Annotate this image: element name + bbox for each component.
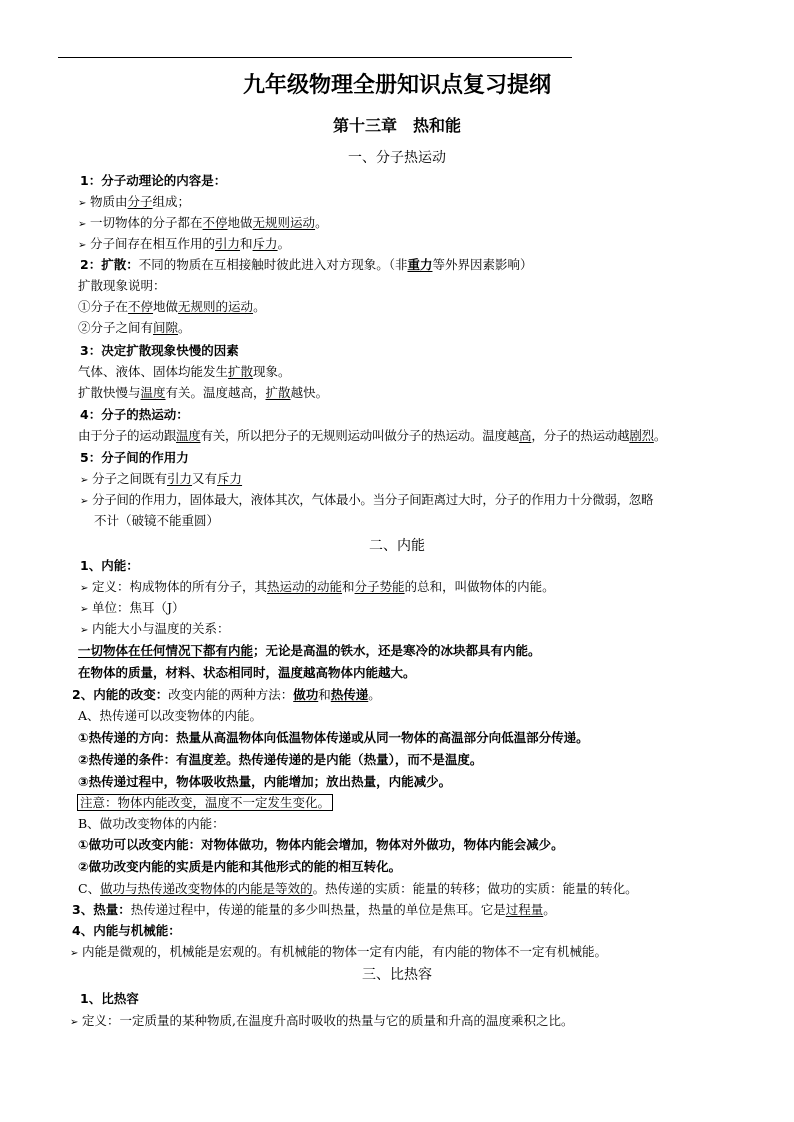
paragraph: 扩散现象说明： xyxy=(78,278,166,293)
text-run: 有关。温度越高， xyxy=(165,385,266,400)
paragraph xyxy=(78,363,291,381)
text-run: 。热传递的实质：能量的转移；做功的实质：能量的转化。 xyxy=(312,881,638,896)
paragraph: B、做功改变物体的内能： xyxy=(78,816,225,831)
paragraph xyxy=(78,880,638,898)
text-run: 和 xyxy=(342,579,355,594)
header-rule xyxy=(58,57,572,58)
list-item xyxy=(78,319,191,337)
bullet-item xyxy=(78,235,290,255)
bullet-arrow-icon: ➢ xyxy=(80,583,89,594)
text-run: 等外界因素影响） xyxy=(432,257,533,272)
underlined-term: 斥力 xyxy=(252,236,278,251)
underlined-term: 高 xyxy=(519,428,532,443)
underlined-term: 做功与热传递改变物体的内能是等效的 xyxy=(100,881,313,896)
text-run: 注意：物体内能改变，温度不一定发生变化。 xyxy=(77,794,333,811)
text-run: 。 xyxy=(253,299,266,314)
paragraph xyxy=(80,256,533,274)
item-heading: 1、比热容 xyxy=(80,991,139,1006)
item-heading: 1、内能： xyxy=(80,558,139,573)
text-run: 定义：构成物体的所有分子，其 xyxy=(92,579,268,594)
text-run: 内能大小与温度的关系： xyxy=(92,621,230,636)
text-run: 地做 xyxy=(227,215,253,230)
item-heading: 1：分子动理论的内容是： xyxy=(80,173,227,188)
bullet-item xyxy=(80,491,653,511)
paragraph-continued: 不计（破镜不能重圆） xyxy=(94,513,220,528)
page-title: 九年级物理全册知识点复习提纲 xyxy=(242,73,551,98)
text-run: ①分子在 xyxy=(78,299,129,314)
paragraph xyxy=(72,901,556,919)
bullet-item xyxy=(70,1012,573,1032)
text-run: 。 xyxy=(277,236,291,251)
text-run: 定义：一定质量的某种物质,在温度升高时吸收的热量与它的质量和升高的温度乘积之比。 xyxy=(82,1013,574,1028)
underlined-term: 扩散 xyxy=(228,364,254,379)
paragraph xyxy=(78,384,328,402)
bullet-arrow-icon: ➢ xyxy=(78,219,87,230)
bullet-item xyxy=(80,578,555,598)
underlined-term: 温度 xyxy=(140,385,166,400)
bullet-item xyxy=(80,620,230,640)
item-heading: 5：分子间的作用力 xyxy=(80,450,189,465)
chapter-title: 第十三章 热和能 xyxy=(332,116,461,135)
underlined-term: 无规则的运动 xyxy=(178,299,254,314)
text-run: 2：扩散： xyxy=(80,257,139,272)
text-run: 改变内能的两种方法： xyxy=(168,687,294,702)
underlined-term: 热运动的动能 xyxy=(267,579,343,594)
text-run: ，分子的热运动越 xyxy=(531,428,630,443)
text-run: 由于分子的运动跟 xyxy=(78,428,177,443)
text-run: 有关，所以把分子的无规则运动叫做分子的热运动。温度越 xyxy=(200,428,520,443)
text-run: ②分子之间有 xyxy=(78,320,154,335)
emphasis-line xyxy=(78,642,541,660)
underlined-term: 热传递 xyxy=(330,687,369,702)
underlined-term: 不停 xyxy=(128,299,154,314)
bullet-arrow-icon: ➢ xyxy=(80,625,89,636)
text-run: 。 xyxy=(543,902,556,917)
text-run: 物质由 xyxy=(90,194,128,209)
emphasis-line: ②热传递的条件：有温度差。热传递传递的是内能（热量），而不是温度。 xyxy=(78,752,483,767)
text-run: 地做 xyxy=(153,299,179,314)
underlined-term: 一切物体在任何情况下都有内能 xyxy=(78,643,254,658)
bullet-item xyxy=(78,214,328,234)
text-run: 又有 xyxy=(192,471,218,486)
text-run: C、 xyxy=(78,881,101,896)
text-run: 和 xyxy=(318,687,331,702)
bullet-arrow-icon: ➢ xyxy=(78,198,87,209)
text-run: 。 xyxy=(315,215,328,230)
text-run: 分子间的作用力，固体最大，液体其次，气体最小。当分子间距离过大时，分子的作用力十分微弱，忽略 xyxy=(92,492,654,507)
text-run: 内能是微观的，机械能是宏观的。有机械能的物体一定有内能，有内能的物体不一定有机械能。 xyxy=(82,944,608,959)
emphasis-line: ①做功可以改变内能：对物体做功，物体内能会增加，物体对外做功，物体内能会减少。 xyxy=(78,837,564,852)
item-heading xyxy=(72,686,381,704)
text-run: 3、热量： xyxy=(72,902,131,917)
underlined-term: 做功 xyxy=(293,687,319,702)
underlined-term: 剧烈 xyxy=(629,428,654,443)
bullet-item xyxy=(78,193,190,213)
text-run: 。 xyxy=(653,428,667,443)
bullet-item xyxy=(80,599,185,619)
paragraph xyxy=(78,427,666,445)
bullet-arrow-icon: ➢ xyxy=(78,240,87,251)
text-run: 热传递过程中，传递的能量的多少叫热量，热量的单位是焦耳。它是 xyxy=(130,902,506,917)
item-heading: 4、内能与机械能： xyxy=(72,923,181,938)
underlined-term: 引力 xyxy=(167,471,193,486)
text-run: 单位：焦耳（J） xyxy=(92,600,185,615)
item-heading: 3：决定扩散现象快慢的因素 xyxy=(80,343,239,358)
text-run: 。 xyxy=(368,687,381,702)
emphasis-line: ①热传递的方向：热量从高温物体向低温物体传递或从同一物体的高温部分向低温部分传递。 xyxy=(78,730,589,745)
underlined-term: 无规则运动 xyxy=(252,215,316,230)
text-run: 一切物体的分子都在 xyxy=(90,215,203,230)
underlined-term: 过程量 xyxy=(505,902,544,917)
text-run: 气体、液体、固体均能发生 xyxy=(78,364,229,379)
text-run: 分子之间既有 xyxy=(92,471,168,486)
list-item xyxy=(78,298,266,316)
underlined-term: 间隙 xyxy=(153,320,179,335)
note-box xyxy=(77,794,333,812)
text-run: 。 xyxy=(178,320,191,335)
emphasis-line: ②做功改变内能的实质是内能和其他形式的能的相互转化。 xyxy=(78,859,402,874)
bullet-item xyxy=(70,943,607,963)
section-heading-1: 一、分子热运动 xyxy=(348,150,446,166)
section-heading-3: 三、比热容 xyxy=(362,967,432,983)
text-run: 不同的物质在互相接触时彼此进入对方现象。（非 xyxy=(138,257,408,272)
bullet-arrow-icon: ➢ xyxy=(80,475,89,486)
text-run: 扩散快慢与 xyxy=(78,385,141,400)
text-run: 分子间存在相互作用的 xyxy=(90,236,216,251)
paragraph: A、热传递可以改变物体的内能。 xyxy=(78,708,263,723)
bullet-item xyxy=(80,470,242,490)
bullet-arrow-icon: ➢ xyxy=(80,496,89,507)
underlined-term: 重力 xyxy=(407,257,433,272)
underlined-term: 斥力 xyxy=(217,471,243,486)
underlined-term: 温度 xyxy=(176,428,201,443)
text-run: 的总和，叫做物体的内能。 xyxy=(404,579,555,594)
underlined-term: 不停 xyxy=(202,215,228,230)
text-run: 现象。 xyxy=(253,364,291,379)
emphasis-line: ③热传递过程中，物体吸收热量，内能增加；放出热量，内能减少。 xyxy=(78,774,452,789)
bullet-arrow-icon: ➢ xyxy=(80,604,89,615)
text-run: ；无论是高温的铁水，还是寒冷的冰块都具有内能。 xyxy=(253,643,541,658)
emphasis-line: 在物体的质量，材料、状态相同时，温度越高物体内能越大。 xyxy=(78,665,416,680)
underlined-term: 扩散 xyxy=(265,385,291,400)
text-run: 和 xyxy=(240,236,253,251)
underlined-term: 引力 xyxy=(215,236,241,251)
bullet-arrow-icon: ➢ xyxy=(70,948,79,959)
section-heading-2: 二、内能 xyxy=(369,538,425,554)
bullet-arrow-icon: ➢ xyxy=(70,1017,79,1028)
item-heading: 4：分子的热运动： xyxy=(80,407,189,422)
underlined-term: 分子势能 xyxy=(354,579,405,594)
text-run: 2、内能的改变： xyxy=(72,687,169,702)
text-run: 越快。 xyxy=(290,385,329,400)
underlined-term: 分子 xyxy=(127,194,153,209)
text-run: 组成； xyxy=(152,194,191,209)
